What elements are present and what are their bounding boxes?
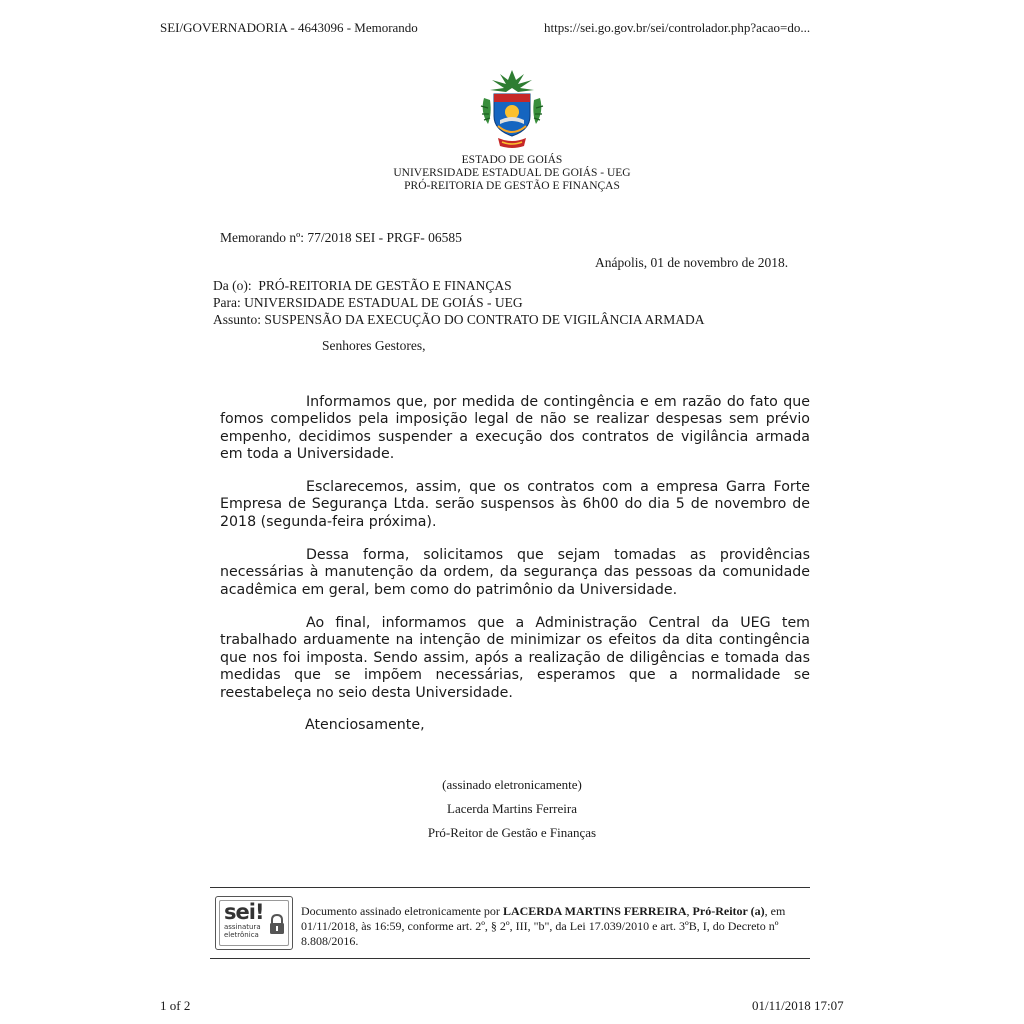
print-datetime: 01/11/2018 17:07 [752,998,844,1013]
document-title: SEI/GOVERNADORIA - 4643096 - Memorando [160,20,418,35]
body-paragraph-2: Esclarecemos, assim, que os contratos com a empresa Garra Forte Empresa de Segurança Ltda. serão suspensos às 6h00 do dia 5 de novembro de 2018 (segunda-feira próxima). [220,479,810,530]
signer-name: LACERDA MARTINS FERREIRA [502,904,687,918]
letterhead-state: ESTADO DE GOIÁS [461,154,563,166]
to-label: Para: [213,295,241,310]
signature-name: Lacerda Martins Ferreira [447,801,577,816]
from-label: Da (o): [213,278,252,293]
subject-label: Assunto: [213,312,262,327]
bottom-divider [210,958,810,959]
memo-to [213,295,523,311]
signature-note: (assinado eletronicamente) [442,777,582,792]
memo-from [213,278,512,294]
signer-role: Pró-Reitor (a) [692,904,765,918]
sei-badge-subtitle: assinatura eletrônica [224,923,261,939]
body-paragraph-4: Ao final, informamos que a Administração Central da UEG tem trabalhado arduamente na intenção de minimizar os efeitos da dita contingência que nos foi imposta. Sendo assim, após a realização de diligências e tomada das medidas que se impõem necessárias, esperamos que a normalidade se reestabeleça no seio desta Universidade. [220,615,810,701]
sei-signature-badge [215,896,293,950]
from-value: PRÓ-REITORIA DE GESTÃO E FINANÇAS [258,278,512,293]
subject-value: SUSPENSÃO DA EXECUÇÃO DO CONTRATO DE VIGILÂNCIA ARMADA [264,312,705,327]
state-crest-icon [478,68,546,152]
lock-icon [268,913,286,935]
sei-badge-word: sei! [224,900,264,924]
letterhead-department: PRÓ-REITORIA DE GESTÃO E FINANÇAS [404,180,620,192]
signature-statement: Documento assinado eletronicamente por LACERDA MARTINS FERREIRA, Pró-Reitor (a), em 01/11/2018, às 16:59, conforme art. 2º, § 2º, III, "b", da Lei 17.039/2010 e art. 3ºB, I, do Decreto nº 8.808/2016. [301,904,786,948]
memo-number: Memorando nº: 77/2018 SEI - PRGF- 06585 [220,230,462,245]
memo-subject [213,312,705,328]
to-value: UNIVERSIDADE ESTADUAL DE GOIÁS - UEG [244,295,523,310]
body-paragraph-3: Dessa forma, solicitamos que sejam tomadas as providências necessárias à manutenção da ordem, da segurança das pessoas da comunidade acadêmica em geral, bem como do patrimônio da Universidade. [220,547,810,598]
page-url: https://sei.go.gov.br/sei/controlador.php?acao=do... [544,20,811,35]
letterhead-university: UNIVERSIDADE ESTADUAL DE GOIÁS - UEG [393,167,631,179]
page-number: 1 of 2 [160,998,191,1013]
place-date: Anápolis, 01 de novembro de 2018. [595,255,789,270]
closing: Atenciosamente, [305,717,425,733]
signature-title: Pró-Reitor de Gestão e Finanças [427,825,597,840]
top-divider [210,887,810,888]
salutation: Senhores Gestores, [322,338,426,353]
body-paragraph-1: Informamos que, por medida de contingência e em razão do fato que fomos compelidos pela imposição legal de não se realizar despesas sem prévio empenho, decidimos suspender a execução dos contratos de vigilância armada em toda a Universidade. [220,394,810,463]
